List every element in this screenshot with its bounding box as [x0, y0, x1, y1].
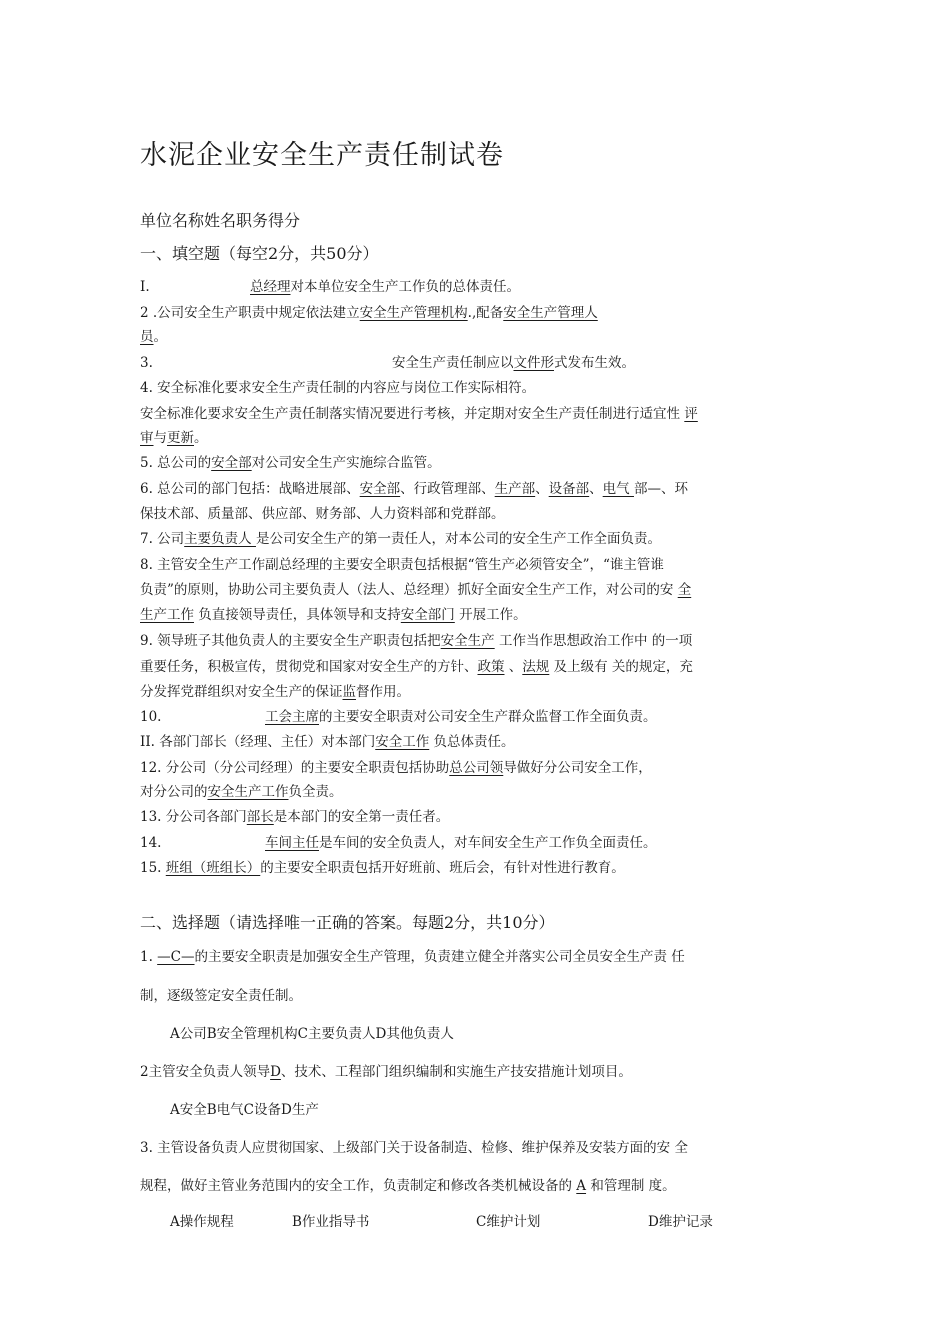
choice-question-3: 3. 主管设备负责人应贯彻国家、上级部门关于设备制造、检修、维护保养及安装方面的安 全	[140, 1140, 688, 1156]
choice-question-1: 1. —C—的主要安全职责是加强安全生产管理，负责建立健全并落实公司全员安全生产责 任	[140, 949, 685, 965]
choice-options-2: A安全B电气C设备D生产	[170, 1102, 319, 1118]
choice-option-3b: B作业指导书	[292, 1214, 370, 1230]
fill-question-6: 6. 总公司的部门包括：战略进展部、安全部、行政管理部、生产部、设备部、电气 部—、环	[140, 481, 688, 497]
choice-question-3-line2: 规程，做好主管业务范围内的安全工作，负责制定和修改各类机械设备的 A 和管理制 度。	[140, 1178, 676, 1194]
answer-6-3: 设备部	[548, 481, 590, 497]
answer-6-1: 安全部	[359, 481, 401, 497]
fill-question-8: 8. 主管安全生产工作副总经理的主要安全职责包括根据“管生产必须管安全”，“谁主管谁	[140, 557, 664, 573]
q1-10-number: 10.	[140, 709, 162, 725]
q1-1-number: I.	[140, 279, 150, 295]
choice-answer-3: A	[576, 1178, 587, 1194]
fill-question-9-line2: 重要任务，积极宣传，贯彻党和国家对安全生产的方针、政策 、法规 及上级有 关的规定，充	[140, 659, 693, 675]
section1-heading: 一、填空题（每空2分，共50分）	[140, 244, 379, 263]
fill-question-2: 2 .公司安全生产职责中规定依法建立安全生产管理机构.,配备安全生产管理人	[140, 305, 598, 321]
fill-question-6-line2: 保技术部、质量部、供应部、财务部、人力资料部和党群部。	[140, 506, 505, 522]
answer-8-1: 全	[677, 582, 692, 598]
choice-question-2: 2主管安全负责人领导D、技术、工程部门组织编制和实施生产技安措施计划项目。	[140, 1064, 632, 1080]
choice-option-3c: C维护计划	[476, 1214, 541, 1230]
fill-question-11: II. 各部门部长（经理、主任）对本部门安全工作 负总体责任。	[140, 734, 515, 750]
choice-options-1: A公司B安全管理机构C主要负责人D其他负责人	[170, 1026, 454, 1042]
answer-13-1: 部长	[246, 809, 274, 825]
choice-question-1-line2: 制，逐级签定安全责任制。	[140, 988, 302, 1004]
answer-8-2: 安全部门	[400, 607, 455, 623]
q1-14-number: 14.	[140, 835, 162, 851]
answer-9-2: 政策	[477, 659, 505, 675]
choice-answer-2: D	[270, 1064, 281, 1080]
answer-2-1: 安全生产管理机构	[359, 305, 468, 321]
page-title: 水泥企业安全生产责任制试卷	[140, 140, 504, 171]
fill-question-3: 安全生产责任制应以文件形式发布生效。	[392, 355, 635, 371]
answer-9-4: 监	[342, 684, 356, 700]
q1-3-number: 3.	[140, 355, 153, 371]
choice-option-3d: D维护记录	[648, 1214, 713, 1230]
fill-question-8-line3: 生产工作 负直接领导责任，具体领导和支持安全部门 开展工作。	[140, 607, 527, 623]
fill-question-8-line2: 负责”的原则，协助公司主要负责人（法人、总经理）抓好全面安全生产工作，对公司的安 全	[140, 582, 692, 598]
fill-question-7: 7. 公司主要负责人 是公司安全生产的第一责任人，对本公司的安全生产工作全面负责。	[140, 531, 661, 547]
answer-1-1: 总经理	[250, 279, 291, 295]
answer-4-2: 更新	[167, 430, 194, 446]
answer-2-2: 安全生产管理人	[503, 305, 598, 321]
choice-answer-1: —C—	[157, 949, 195, 965]
fill-question-9: 9. 领导班子其他负责人的主要安全生产职责包括把安全生产 工作当作思想政治工作中 的一项	[140, 633, 693, 649]
fill-question-12: 12. 分公司（分公司经理）的主要安全职责包括协助总公司领导做好分公司安全工作，	[140, 760, 652, 776]
header-fields: 单位名称姓名职务得分	[140, 211, 301, 230]
answer-10-1: 工会主席	[265, 709, 319, 725]
fill-question-2-cont: 员。	[140, 329, 167, 345]
fill-question-5: 5. 总公司的安全部对公司安全生产实施综合监管。	[140, 455, 441, 471]
fill-question-4: 4. 安全标准化要求安全生产责任制的内容应与岗位工作实际相符。	[140, 380, 536, 396]
answer-14-1: 车间主任	[265, 835, 319, 851]
fill-question-4-line2: 安全标准化要求安全生产责任制落实情况要进行考核，并定期对安全生产责任制进行适宜性 评	[140, 406, 698, 422]
choice-option-3a: A操作规程	[170, 1214, 234, 1230]
fill-question-4-line3: 审与更新。	[140, 430, 208, 446]
section2-heading: 二、选择题（请选择唯一正确的答案。每题2分，共10分）	[140, 913, 555, 932]
fill-question-9-line3: 分发挥党群组织对安全生产的保证监督作用。	[140, 684, 410, 700]
fill-question-12-line2: 对分公司的安全生产工作负全责。	[140, 784, 343, 800]
answer-11-1: 安全工作	[375, 734, 430, 750]
answer-4-1: 评	[684, 406, 698, 422]
fill-question-10: 工会主席的主要安全职责对公司安全生产群众监督工作全面负责。	[265, 709, 657, 725]
answer-7-1: 主要负责人	[184, 531, 256, 547]
fill-question-13: 13. 分公司各部门部长是本部门的安全第一责任者。	[140, 809, 450, 825]
fill-question-15: 15. 班组（班组长）的主要安全职责包括开好班前、班后会，有针对性进行教育。	[140, 860, 625, 876]
answer-9-3: 法规	[522, 659, 550, 675]
answer-15-1: 班组（班组长）	[165, 860, 261, 876]
answer-12-2: 安全生产工作	[207, 784, 289, 800]
answer-3-1: 文件形	[513, 355, 554, 371]
answer-5-1: 安全部	[211, 455, 252, 471]
answer-6-4: 电气	[602, 481, 634, 497]
fill-question-1: 总经理对本单位安全生产工作负的总体责任。	[250, 279, 520, 295]
answer-9-1: 安全生产	[440, 633, 495, 649]
answer-12-1: 总公司领	[449, 760, 504, 776]
answer-6-2: 生产部	[494, 481, 536, 497]
fill-question-14: 车间主任是车间的安全负责人，对车间安全生产工作负全面责任。	[265, 835, 657, 851]
